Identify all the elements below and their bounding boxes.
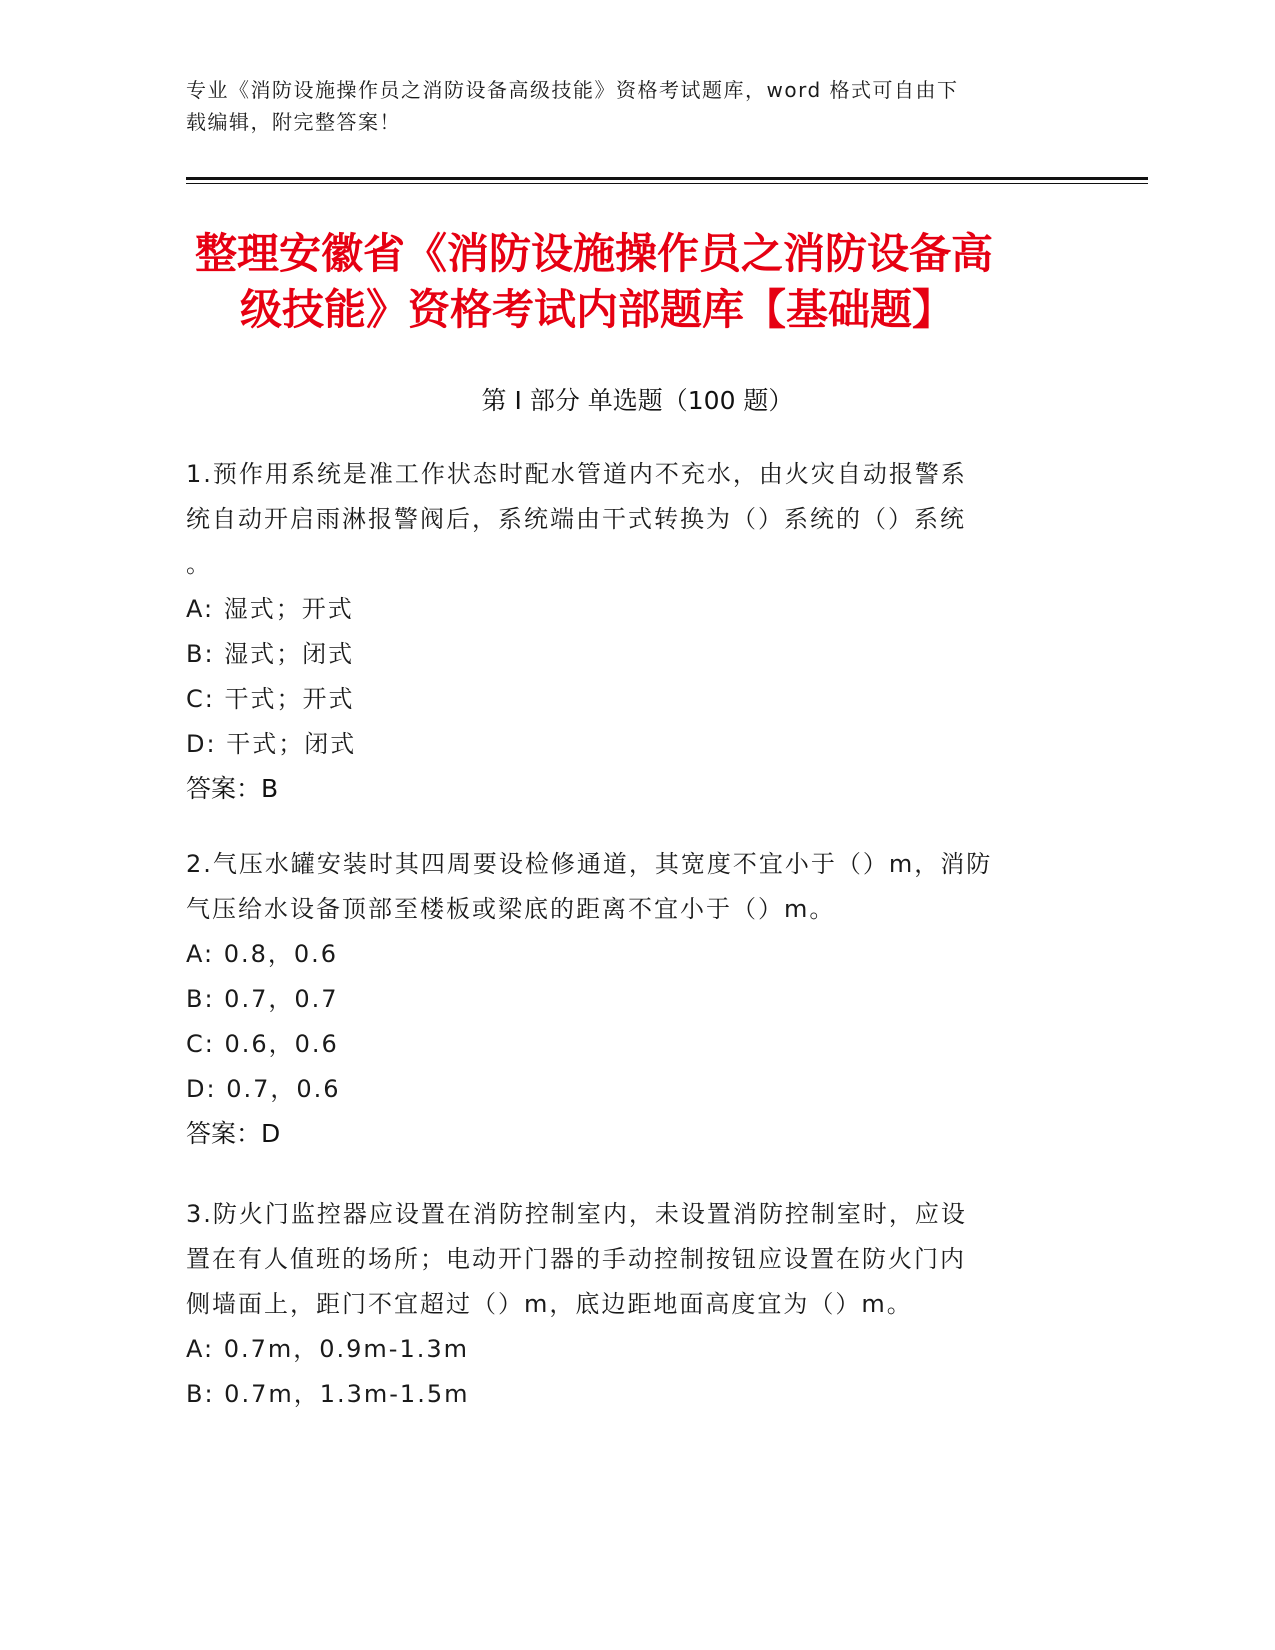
option-b: B: 湿式；闭式 xyxy=(186,640,355,668)
question-stem-line: 气压给水设备顶部至楼板或梁底的距离不宜小于（）m。 xyxy=(186,895,836,923)
option-d: D: 干式；闭式 xyxy=(186,730,357,758)
question-2 xyxy=(186,842,1066,1156)
question-stem-line: 侧墙面上，距门不宜超过（）m，底边距地面高度宜为（）m。 xyxy=(186,1290,913,1318)
question-3 xyxy=(186,1192,1066,1417)
question-stem-line: 。 xyxy=(186,550,212,578)
option-a: A: 湿式；开式 xyxy=(186,595,354,623)
option-b: B: 0.7m，1.3m-1.5m xyxy=(186,1380,470,1408)
question-stem-line: 统自动开启雨淋报警阀后，系统端由干式转换为（）系统的（）系统 xyxy=(186,505,966,533)
header-divider-thin xyxy=(186,183,1148,184)
header-note xyxy=(186,74,1066,138)
answer-label: 答案： xyxy=(186,1119,262,1148)
option-a: A: 0.7m，0.9m-1.3m xyxy=(186,1335,470,1363)
question-stem-line: 1.预作用系统是准工作状态时配水管道内不充水，由火灾自动报警系 xyxy=(186,460,967,488)
option-c: C: 干式；开式 xyxy=(186,685,355,713)
question-stem-line: 3.防火门监控器应设置在消防控制室内，未设置消防控制室时，应设 xyxy=(186,1200,967,1228)
answer-value: B xyxy=(261,774,279,803)
option-b: B: 0.7，0.7 xyxy=(186,985,339,1013)
header-note-line-2: 载编辑，附完整答案！ xyxy=(186,110,401,134)
document-title xyxy=(195,226,1075,338)
section-title: 第 I 部分 单选题（100 题） xyxy=(481,386,794,415)
answer-line xyxy=(186,767,1066,811)
option-a: A: 0.8，0.6 xyxy=(186,940,339,968)
option-c: C: 0.6，0.6 xyxy=(186,1030,339,1058)
option-d: D: 0.7，0.6 xyxy=(186,1075,341,1103)
question-stem-line: 2.气压水罐安装时其四周要设检修通道，其宽度不宜小于（）m，消防 xyxy=(186,850,993,878)
document-title-line-1: 整理安徽省《消防设施操作员之消防设备高 xyxy=(195,229,994,278)
question-1 xyxy=(186,452,1066,811)
header-note-line-1: 专业《消防设施操作员之消防设备高级技能》资格考试题库，word 格式可自由下 xyxy=(186,78,959,102)
answer-value: D xyxy=(261,1119,281,1148)
answer-label: 答案： xyxy=(186,774,262,803)
header-divider-thick xyxy=(186,177,1148,180)
answer-line xyxy=(186,1112,1066,1156)
question-stem-line: 置在有人值班的场所；电动开门器的手动控制按钮应设置在防火门内 xyxy=(186,1245,966,1273)
document-title-line-2: 级技能》资格考试内部题库【基础题】 xyxy=(240,285,955,334)
